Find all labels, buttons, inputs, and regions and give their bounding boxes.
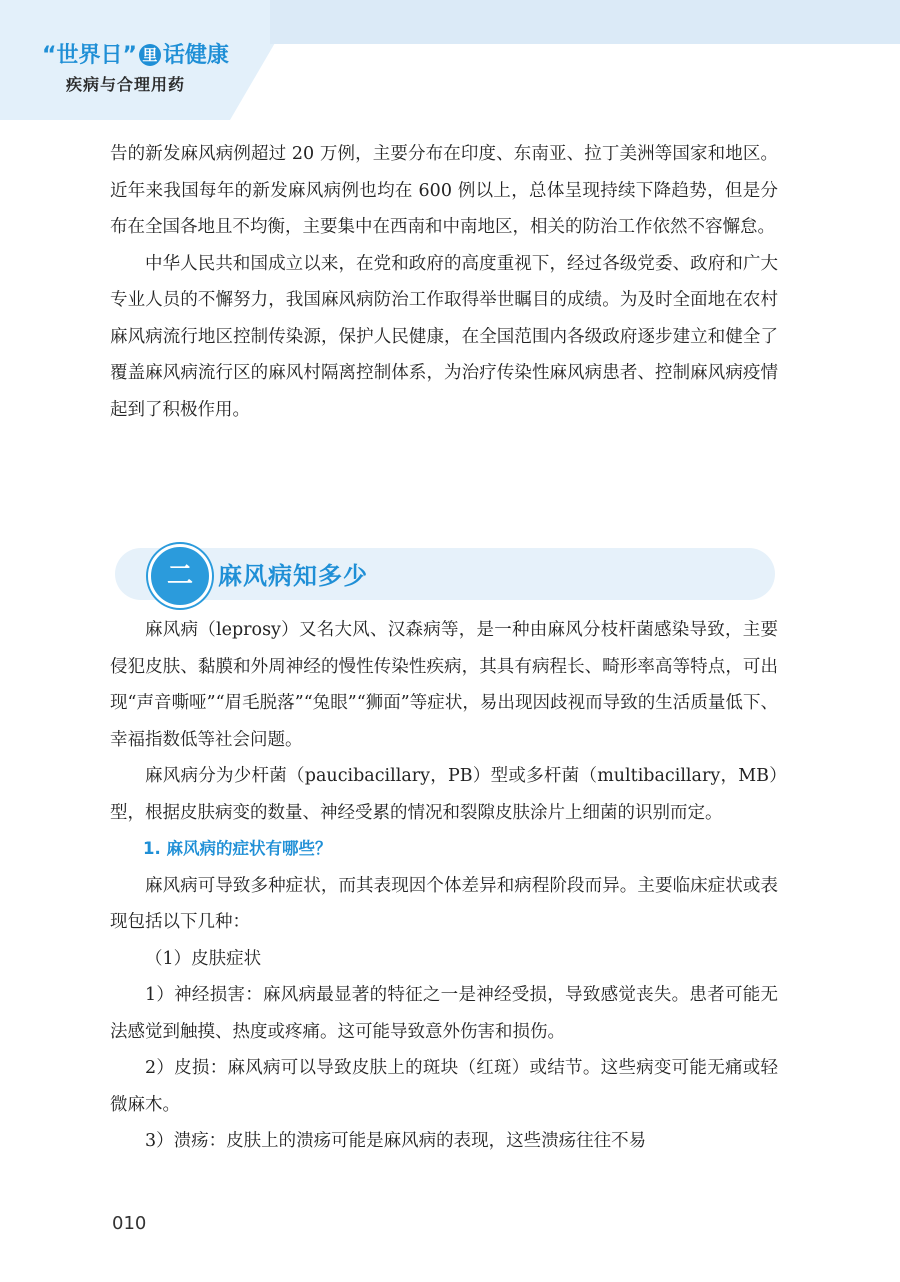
subheading: 1. 麻风病的症状有哪些？ [143,839,332,858]
section-title: 麻风病知多少 [218,562,368,590]
header-bar [270,0,900,44]
paragraph: 麻风病（leprosy）又名大风、汉森病等，是一种由麻风分枝杆菌感染导致，主要侵犯皮肤、黏膜和外周神经的慢性传染性疾病，其具有病程长、畸形率高等特点，可出现“声音嘶哑”“眉毛脱落”“兔眼”“狮面”等症状，易出现因歧视而导致的生活质量低下、幸福指数低等社会问题。 [110,620,778,750]
series-logo [42,38,229,69]
brand-text-1: “世界日” [42,43,137,68]
paragraph: 麻风病可导致多种症状，而其表现因个体差异和病程阶段而异。主要临床症状或表现包括以下几种： [110,875,778,932]
brand-circle-icon: 里 [139,44,161,66]
list-heading: （1）皮肤症状 [145,948,262,969]
section-banner [115,548,775,600]
brand-text-2: 话健康 [162,43,229,68]
paragraph: 麻风病分为少杆菌（paucibacillary，PB）型或多杆菌（multibacillary，MB）型，根据皮肤病变的数量、神经受累的情况和裂隙皮肤涂片上细菌的识别而定。 [110,766,778,823]
section-number-badge: 二 [148,544,212,608]
book-subtitle: 疾病与合理用药 [66,75,186,94]
section-text-block [110,612,778,1160]
paragraph: 中华人民共和国成立以来，在党和政府的高度重视下，经过各级党委、政府和广大专业人员的不懈努力，我国麻风病防治工作取得举世瞩目的成绩。为及时全面地在农村麻风病流行地区控制传染源，保护人民健康，在全国范围内各级政府逐步建立和健全了覆盖麻风病流行区的麻风村隔离控制体系，为治疗传染性麻风病患者、控制麻风病疫情起到了积极作用。 [110,253,778,420]
paragraph-continued: 告的新发麻风病例超过 20 万例，主要分布在印度、东南亚、拉丁美洲等国家和地区。近年来我国每年的新发麻风病例也均在 600 例以上，总体呈现持续下降趋势，但是分布在全国各地且不均衡，主要集中在西南和中南地区，相关的防治工作依然不容懈怠。 [110,144,778,237]
intro-text-block [110,136,778,428]
list-item: 3）溃疡：皮肤上的溃疡可能是麻风病的表现，这些溃疡往往不易 [145,1131,647,1151]
list-item: 2）皮损：麻风病可以导致皮肤上的斑块（红斑）或结节。这些病变可能无痛或轻微麻木。 [110,1058,778,1115]
list-item: 1）神经损害：麻风病最显著的特征之一是神经受损，导致感觉丧失。患者可能无法感觉到触摸、热度或疼痛。这可能导致意外伤害和损伤。 [110,985,778,1042]
page-number: 010 [112,1213,147,1234]
